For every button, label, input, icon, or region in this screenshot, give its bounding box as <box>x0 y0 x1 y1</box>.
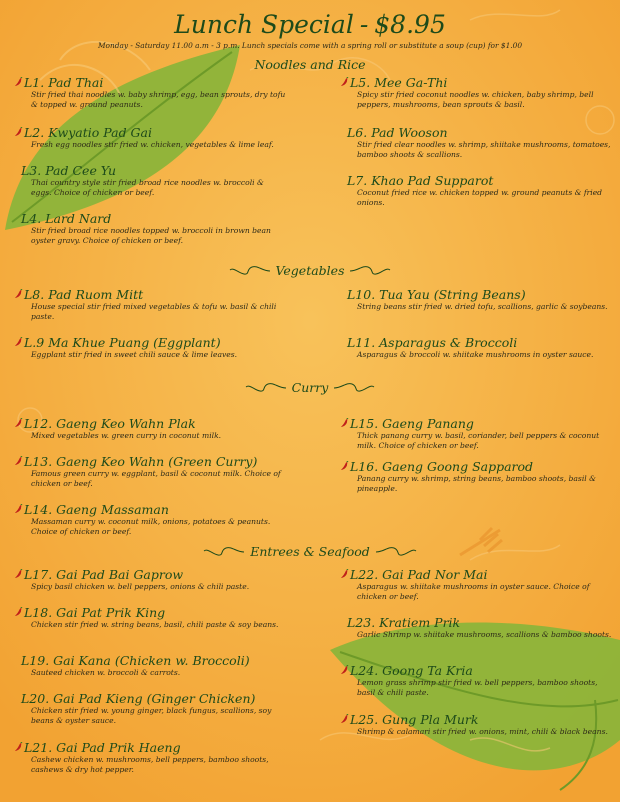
menu-item-l9 <box>14 334 286 360</box>
item-name-text: L5. Mee Ga-Thi <box>350 74 448 90</box>
item-description: Garlic Shrimp w. shiitake mushrooms, scallions & bamboo shoots. <box>357 630 612 639</box>
item-name-text: L12. Gaeng Keo Wahn Plak <box>24 415 196 431</box>
item-description: Stir fried clear noodles w. shrimp, shiitake mushrooms, tomatoes, bamboo shoots & scallions. <box>357 140 611 159</box>
chili-pepper-icon <box>340 77 349 87</box>
item-description: Eggplant stir fried in sweet chili sauce & lime leaves. <box>31 350 238 359</box>
item-name-text: L23. Kratiem Prik <box>347 614 461 630</box>
section-curry <box>0 378 620 396</box>
menu-item-l25 <box>340 711 612 737</box>
item-name-text: L20. Gai Pad Kieng (Ginger Chicken) <box>21 690 256 706</box>
item-name-text: L24. Goong Ta Kria <box>350 662 473 678</box>
swirl-ornament-icon <box>244 380 288 394</box>
item-name <box>14 210 286 226</box>
chili-pepper-icon <box>14 456 23 466</box>
item-name <box>14 286 286 302</box>
subtitle: Monday - Saturday 11.00 a.m - 3 p.m. Lunch specials come with a spring roll or substitute a soup (cup) for $1.00 <box>97 41 523 50</box>
item-name <box>340 566 612 582</box>
item-name <box>14 334 286 350</box>
swirl-ornament-icon <box>374 544 418 558</box>
item-description: Mixed vegetables w. green curry in coconut milk. <box>31 431 222 440</box>
chili-pepper-icon <box>340 714 349 724</box>
item-name-text: L16. Gaeng Goong Sapparod <box>350 458 534 474</box>
item-name-text: L8. Pad Ruom Mitt <box>24 286 144 302</box>
chili-pepper-icon <box>14 289 23 299</box>
title-price: $8.95 <box>374 10 446 39</box>
item-name <box>340 286 612 302</box>
chili-pepper-icon <box>14 607 23 617</box>
item-name-text: L11. Asparagus & Broccoli <box>347 334 518 350</box>
swirl-ornament-icon <box>348 263 392 277</box>
chili-pepper-icon <box>14 337 23 347</box>
item-name <box>340 172 612 188</box>
item-description: Stir fried broad rice noodles topped w. broccoli in brown bean oyster gravy. Choice of chicken or beef. <box>31 226 271 245</box>
section-entrees <box>0 542 620 560</box>
section-curry-label: Curry <box>291 379 329 395</box>
item-name-text: L14. Gaeng Massaman <box>24 501 169 517</box>
item-name-text: L2. Kwyatio Pad Gai <box>24 124 152 140</box>
item-name-text: L3. Pad Cee Yu <box>21 162 117 178</box>
chili-pepper-icon <box>14 127 23 137</box>
item-description: Sauteed chicken w. broccoli & carrots. <box>31 668 181 677</box>
menu-item-l10 <box>340 286 612 312</box>
chili-pepper-icon <box>14 418 23 428</box>
item-name <box>14 566 286 582</box>
title-dash: - <box>359 10 369 39</box>
item-name <box>14 501 286 517</box>
item-name-text: L7. Khao Pad Supparot <box>347 172 494 188</box>
item-name <box>340 614 612 630</box>
item-description: Shrimp & calamari stir fried w. onions, mint, chili & black beans. <box>357 727 608 736</box>
swirl-ornament-icon <box>332 380 376 394</box>
item-name-text: L21. Gai Pad Prik Haeng <box>24 739 181 755</box>
menu-header <box>0 10 620 50</box>
section-vegetables <box>0 261 620 279</box>
section-vegetables-label: Vegetables <box>275 262 345 278</box>
menu-item-l24 <box>340 662 612 697</box>
item-name <box>14 124 286 140</box>
chili-pepper-icon <box>340 665 349 675</box>
section-noodles-label: Noodles and Rice <box>254 56 366 72</box>
menu-item-l4 <box>14 210 286 245</box>
item-description: Lemon grass shrimp stir fried w. bell peppers, bamboo shoots, basil & chili paste. <box>357 678 598 697</box>
item-name-text: L4. Lard Nard <box>21 210 112 226</box>
item-name <box>340 74 612 90</box>
title-main: Lunch Special <box>174 10 354 39</box>
menu-item-l17 <box>14 566 286 592</box>
item-description: Massaman curry w. coconut milk, onions, potatoes & peanuts. Choice of chicken or beef. <box>31 517 271 536</box>
item-name <box>14 690 286 706</box>
menu-item-l15 <box>340 415 612 450</box>
item-name-text: L15. Gaeng Panang <box>350 415 474 431</box>
menu-item-l16 <box>340 458 612 493</box>
item-name-text: L22. Gai Pad Nor Mai <box>350 566 488 582</box>
item-name <box>14 453 286 469</box>
menu-item-l6 <box>340 124 612 159</box>
item-name-text: L1. Pad Thai <box>24 74 104 90</box>
item-name <box>14 162 286 178</box>
item-name <box>340 662 612 678</box>
swirl-ornament-icon <box>202 544 246 558</box>
item-description: Coconut fried rice w. chicken topped w. ground peanuts & fried onions. <box>357 188 603 207</box>
item-description: Spicy stir fried coconut noodles w. chicken, baby shrimp, bell peppers, mushrooms, bean sprouts & basil. <box>357 90 594 109</box>
menu-item-l1 <box>14 74 286 109</box>
menu-item-l22 <box>340 566 612 601</box>
item-name <box>340 458 612 474</box>
menu-item-l21 <box>14 739 286 774</box>
chili-pepper-icon <box>14 742 23 752</box>
item-name-text: L10. Tua Yau (String Beans) <box>347 286 526 302</box>
item-name <box>14 604 286 620</box>
item-description: Asparagus w. shiitake mushrooms in oyster sauce. Choice of chicken or beef. <box>357 582 590 601</box>
chili-pepper-icon <box>340 461 349 471</box>
item-name-text: L18. Gai Pat Prik King <box>24 604 166 620</box>
section-entrees-label: Entrees & Seafood <box>250 543 370 559</box>
item-description: Fresh egg noodles stir fried w. chicken, vegetables & lime leaf. <box>31 140 274 149</box>
item-name <box>14 739 286 755</box>
menu-item-l20 <box>14 690 286 725</box>
item-name-text: L13. Gaeng Keo Wahn (Green Curry) <box>24 453 258 469</box>
menu-item-l23 <box>340 614 612 640</box>
item-name <box>14 74 286 90</box>
item-name-text: L19. Gai Kana (Chicken w. Broccoli) <box>21 652 250 668</box>
item-description: Chicken stir fried w. young ginger, black fungus, scallions, soy beans & oyster sauce. <box>31 706 272 725</box>
page-title <box>174 10 446 39</box>
swirl-ornament-icon <box>228 263 272 277</box>
item-name-text: L.9 Ma Khue Puang (Eggplant) <box>24 334 221 350</box>
item-description: Famous green curry w. eggplant, basil & coconut milk. Choice of chicken or beef. <box>31 469 281 488</box>
menu-item-l12 <box>14 415 286 441</box>
item-name <box>340 415 612 431</box>
item-description: House special stir fried mixed vegetables & tofu w. basil & chili paste. <box>31 302 277 321</box>
item-description: Stir fried thai noodles w. baby shrimp, egg, bean sprouts, dry tofu & topped w. ground peanuts. <box>31 90 286 109</box>
menu-item-l11 <box>340 334 612 360</box>
menu-item-l7 <box>340 172 612 207</box>
item-name-text: L25. Gung Pla Murk <box>350 711 479 727</box>
item-name <box>340 124 612 140</box>
chili-pepper-icon <box>340 418 349 428</box>
item-name <box>340 711 612 727</box>
item-name <box>14 652 286 668</box>
menu-item-l8 <box>14 286 286 321</box>
menu-item-l19 <box>14 652 286 678</box>
menu-item-l5 <box>340 74 612 109</box>
chili-pepper-icon <box>14 77 23 87</box>
item-description: Thai country style stir fried broad rice noodles w. broccoli & eggs. Choice of chicken or beef. <box>31 178 264 197</box>
chili-pepper-icon <box>14 504 23 514</box>
item-description: Panang curry w. shrimp, string beans, bamboo shoots, basil & pineapple. <box>357 474 596 493</box>
item-name-text: L17. Gai Pad Bai Gaprow <box>24 566 184 582</box>
item-name <box>340 334 612 350</box>
chili-pepper-icon <box>340 569 349 579</box>
section-noodles <box>0 55 620 73</box>
item-description: Cashew chicken w. mushrooms, bell peppers, bamboo shoots, cashews & dry hot pepper. <box>31 755 269 774</box>
item-description: String beans stir fried w. dried tofu, scallions, garlic & soybeans. <box>357 302 608 311</box>
menu-item-l18 <box>14 604 286 630</box>
item-name <box>14 415 286 431</box>
item-name-text: L6. Pad Wooson <box>347 124 448 140</box>
menu-item-l14 <box>14 501 286 536</box>
chili-pepper-icon <box>14 569 23 579</box>
item-description: Spicy basil chicken w. bell peppers, onions & chili paste. <box>31 582 250 591</box>
menu-item-l2 <box>14 124 286 150</box>
menu-item-l3 <box>14 162 286 197</box>
item-description: Asparagus & broccoli w. shiitake mushrooms in oyster sauce. <box>357 350 594 359</box>
item-description: Chicken stir fried w. string beans, basil, chili paste & soy beans. <box>31 620 279 629</box>
item-description: Thick panang curry w. basil, coriander, bell peppers & coconut milk. Choice of chicken or beef. <box>357 431 600 450</box>
menu-item-l13 <box>14 453 286 488</box>
